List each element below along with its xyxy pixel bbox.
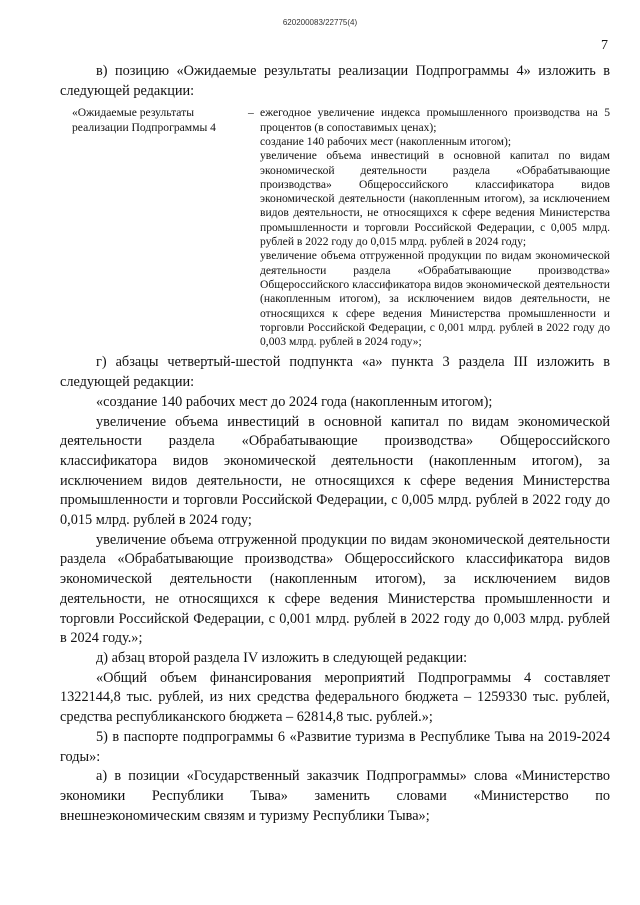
intro-paragraph: в) позицию «Ожидаемые результаты реализации Подпрограммы 4» изложить в следующей редакции:: [60, 63, 610, 99]
table-value: [260, 106, 610, 349]
page-number: 7: [601, 38, 608, 53]
table-line: увеличение объема отгруженной продукции по видам экономической деятельности раздела «Обрабатывающие производства» Общероссийского классификатора видов экономической деятельности (накопленным итогом), за исключением видов деятельности, не относящихся к сфере ведения Министерства промышленности и торговли Российской Федерации, с 0,001 млрд. рублей в 2022 году до 0,003 млрд. рублей в 2024 году»;: [260, 249, 610, 349]
table-line: увеличение объема инвестиций в основной капитал по видам экономической деятельности раздела «Обрабатывающие производства» Общероссийского классификатора видов экономической деятельности (накопленным итогом), за исключением видов деятельности, не относящихся к сфере ведения Министерства промышленности и торговли Российской Федерации, с 0,005 млрд. рублей в 2022 году до 0,015 млрд. рублей в 2024 году;: [260, 149, 610, 249]
paragraph: «Общий объем финансирования мероприятий Подпрограммы 4 составляет 1322144,8 тыс. рублей, из них средства федерального бюджета – 1259330 тыс. рублей, средства республиканского бюджета – 62814,8 тыс. рублей.»;: [60, 669, 610, 726]
table-line: ежегодное увеличение индекса промышленного производства на 5 процентов (в сопоставимых ценах);: [260, 106, 610, 134]
paragraph: увеличение объема инвестиций в основной капитал по видам экономической деятельности раздела «Обрабатывающие производства» Общероссийского классификатора видов экономической деятельности (накопленным итогом), за исключением видов деятельности, не относящихся к сфере ведения Министерства промышленности и торговли Российской Федерации, с 0,005 млрд. рублей в 2022 году до 0,015 млрд. рублей в 2024 году;: [60, 413, 610, 529]
document-body: [60, 62, 610, 826]
expected-results-table: [60, 106, 610, 349]
paragraph: д) абзац второй раздела IV изложить в следующей редакции:: [96, 650, 468, 666]
paragraph: г) абзацы четвертый-шестой подпункта «а» пункта 3 раздела III изложить в следующей редакции:: [60, 354, 610, 391]
paragraph: 5) в паспорте подпрограммы 6 «Развитие туризма в Республике Тыва на 2019-2024 годы»:: [60, 728, 610, 765]
table-line: создание 140 рабочих мест (накопленным итогом);: [260, 135, 512, 148]
paragraph: «создание 140 рабочих мест до 2024 года (накопленным итогом);: [96, 393, 493, 410]
paragraph: а) в позиции «Государственный заказчик Подпрограммы» слова «Министерство экономики Республики Тыва» заменить словами «Министерство по внешнеэкономическим связям и туризму Республики Тыва»;: [60, 768, 610, 824]
table-dash: –: [248, 106, 254, 120]
document-id: 620200083/22775(4): [282, 18, 358, 27]
table-label: «Ожидаемые результаты реализации Подпрограммы 4: [72, 106, 216, 134]
paragraph: увеличение объема отгруженной продукции по видам экономической деятельности раздела «Обрабатывающие производства» Общероссийского классификатора видов экономической деятельности (накопленным итогом), за исключением видов деятельности, не относящихся к сфере ведения Министерства промышленности и торговли Российской Федерации, с 0,001 млрд. рублей в 2022 году до 0,003 млрд. рублей в 2024 году.»;: [60, 531, 610, 647]
